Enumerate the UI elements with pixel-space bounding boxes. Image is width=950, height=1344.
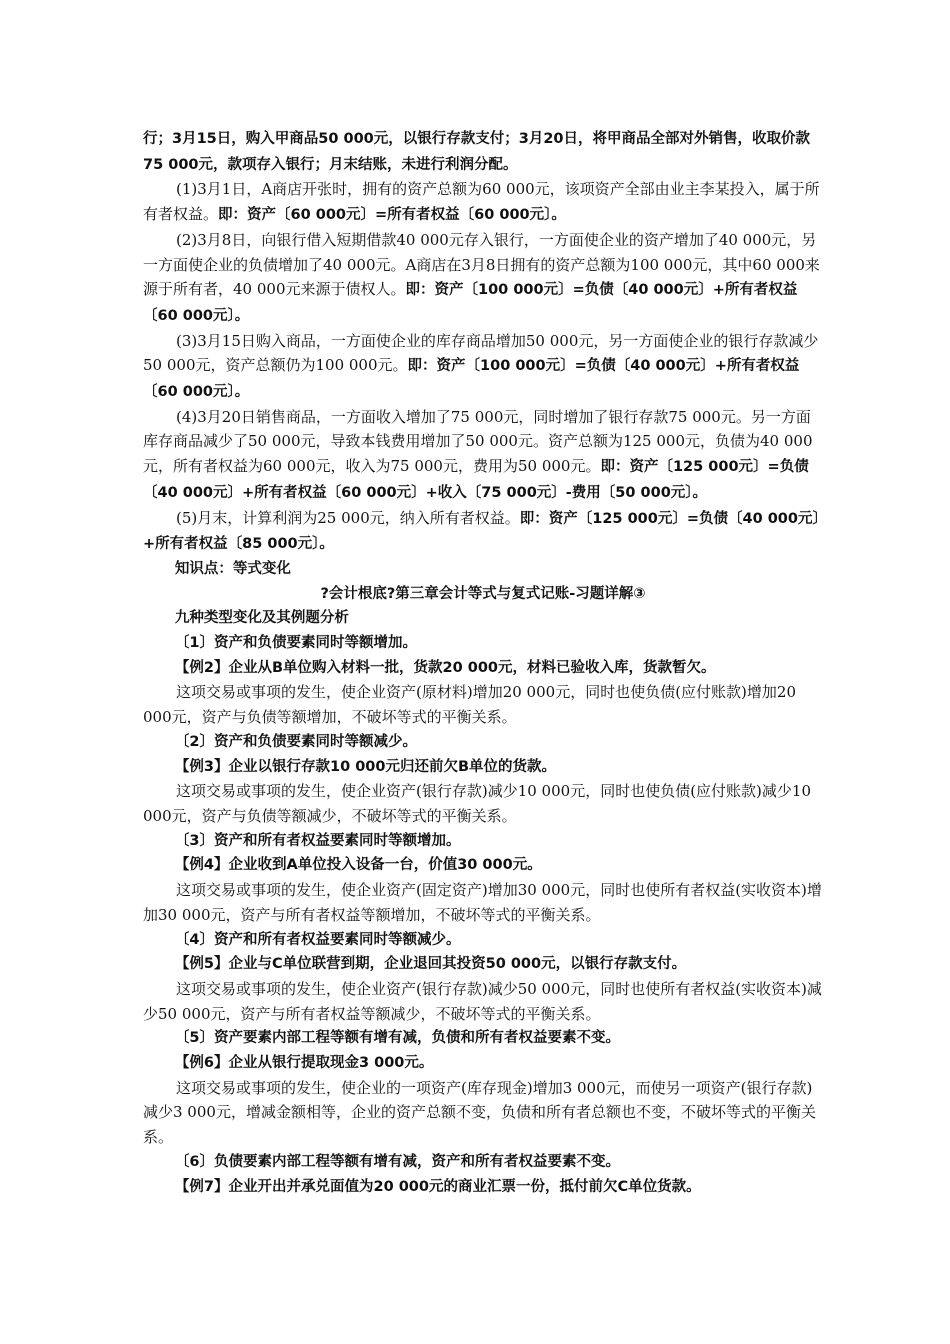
step-3-text: (3)3月15日购入商品，一方面使企业的库存商品增加50 000元，另一方面使企业的银行存款减少50 000元，资产总额仍为100 000元。 [143,331,819,375]
document-page [143,126,823,1199]
step-3-paragraph [143,329,823,405]
intro-text: 行；3月15日，购入甲商品50 000元，以银行存款支付；3月20日，将甲商品全部对外销售，收取价款75 000元，款项存入银行；月末结账，未进行利润分配。 [143,131,811,173]
example-6-explanation: 这项交易或事项的发生，使企业的一项资产(库存现金)增加3 000元，而使另一项资产(银行存款)减少3 000元，增减金额相等，企业的资产总额不变，负债和所有者总额也不变，不破坏等式的平衡关系。 [143,1078,816,1147]
case-2-heading: 〔2〕资产和负债要素同时等额减少。 [174,733,417,750]
step-2-equation: 即：资产〔100 000元〕=负债〔40 000元〕+所有者权益〔60 000元〕。 [143,282,798,324]
case-5-heading: 〔5〕资产要素内部工程等额有增有减，负债和所有者权益要素不变。 [174,1030,620,1047]
example-5-title: 【例5】企业与C单位联营到期，企业退回其投资50 000元，以银行存款支付。 [174,956,687,973]
step-5-text: (5)月末，计算利润为25 000元，纳入所有者权益。 [176,508,520,527]
example-6-title: 【例6】企业从银行提取现金3 000元。 [174,1055,434,1072]
example-4-explanation: 这项交易或事项的发生，使企业资产(固定资产)增加30 000元，同时也使所有者权益(实收资本)增加30 000元，资产与所有者权益等额增加，不破坏等式的平衡关系。 [143,881,822,924]
step-4-text: (4)3月20日销售商品，一方面收入增加了75 000元，同时增加了银行存款75 000元。另一方面库存商品减少了50 000元，导致本钱费用增加了50 000元。资产总额为125 000元，负债为40 000元，所有者权益为60 000元，收入为75 000元，费用为50 000元。 [143,407,813,476]
nine-types-heading: 九种类型变化及其例题分析 [174,610,349,627]
section-title: ?会计根底?第三章会计等式与复式记账-习题详解③ [320,585,646,602]
example-2-explanation: 这项交易或事项的发生，使企业资产(原材料)增加20 000元，同时也使负债(应付账款)增加20 000元，资产与负债等额增加，不破坏等式的平衡关系。 [143,683,801,727]
step-5-paragraph [143,506,823,557]
step-1-text: (1)3月1日，A商店开张时，拥有的资产总额为60 000元，该项资产全部由业主李某投入，属于所有者权益。 [143,180,820,224]
example-2-title: 【例2】企业从B单位购入材料一批，货款20 000元，材料已验收入库，货款暂欠。 [174,659,716,676]
case-6-heading: 〔6〕负债要素内部工程等额有增有减，资产和所有者权益要素不变。 [174,1153,620,1170]
step-2-paragraph [143,228,823,329]
step-5-equation: 即：资产〔125 000元〕=负债〔40 000元〕+所有者权益〔85 000元〕。 [143,510,820,553]
case-3-heading: 〔3〕资产和所有者权益要素同时等额增加。 [174,832,461,849]
step-2-text: (2)3月8日，向银行借入短期借款40 000元存入银行，一方面使企业的资产增加了40 000元，另一方面使企业的负债增加了40 000元。A商店在3月8日拥有的资产总额为100 000元，其中60 000来源于所有者，40 000元来源于债权人。 [143,230,820,299]
step-4-paragraph [143,405,823,506]
step-4-equation: 即：资产〔125 000元〕=负债〔40 000元〕+所有者权益〔60 000元〕+收入〔75 000元〕-费用〔50 000元〕。 [143,459,809,501]
knowledge-point: 知识点：等式变化 [174,560,291,577]
step-1-paragraph [143,177,823,227]
example-3-title: 【例3】企业以银行存款10 000元归还前欠B单位的货款。 [174,758,557,775]
case-4-heading: 〔4〕资产和所有者权益要素同时等额减少。 [174,931,461,948]
example-7-title: 【例7】企业开出并承兑面值为20 000元的商业汇票一份，抵付前欠C单位货款。 [174,1178,701,1195]
intro-paragraph [143,126,823,177]
case-1-heading: 〔1〕资产和负债要素同时等额增加。 [174,635,417,652]
example-3-explanation: 这项交易或事项的发生，使企业资产(银行存款)减少10 000元，同时也使负债(应付账款)减少10 000元，资产与负债等额减少，不破坏等式的平衡关系。 [143,782,816,825]
example-4-title: 【例4】企业收到A单位投入设备一台，价值30 000元。 [174,857,542,874]
step-3-equation: 即：资产〔100 000元〕=负债〔40 000元〕+所有者权益〔60 000元〕。 [143,358,800,401]
example-5-explanation: 这项交易或事项的发生，使企业资产(银行存款)减少50 000元，同时也使所有者权益(实收资本)减少50 000元，资产与所有者权益等额减少，不破坏等式的平衡关系。 [143,979,822,1023]
step-1-equation: 即：资产〔60 000元〕=所有者权益〔60 000元〕。 [218,207,566,224]
